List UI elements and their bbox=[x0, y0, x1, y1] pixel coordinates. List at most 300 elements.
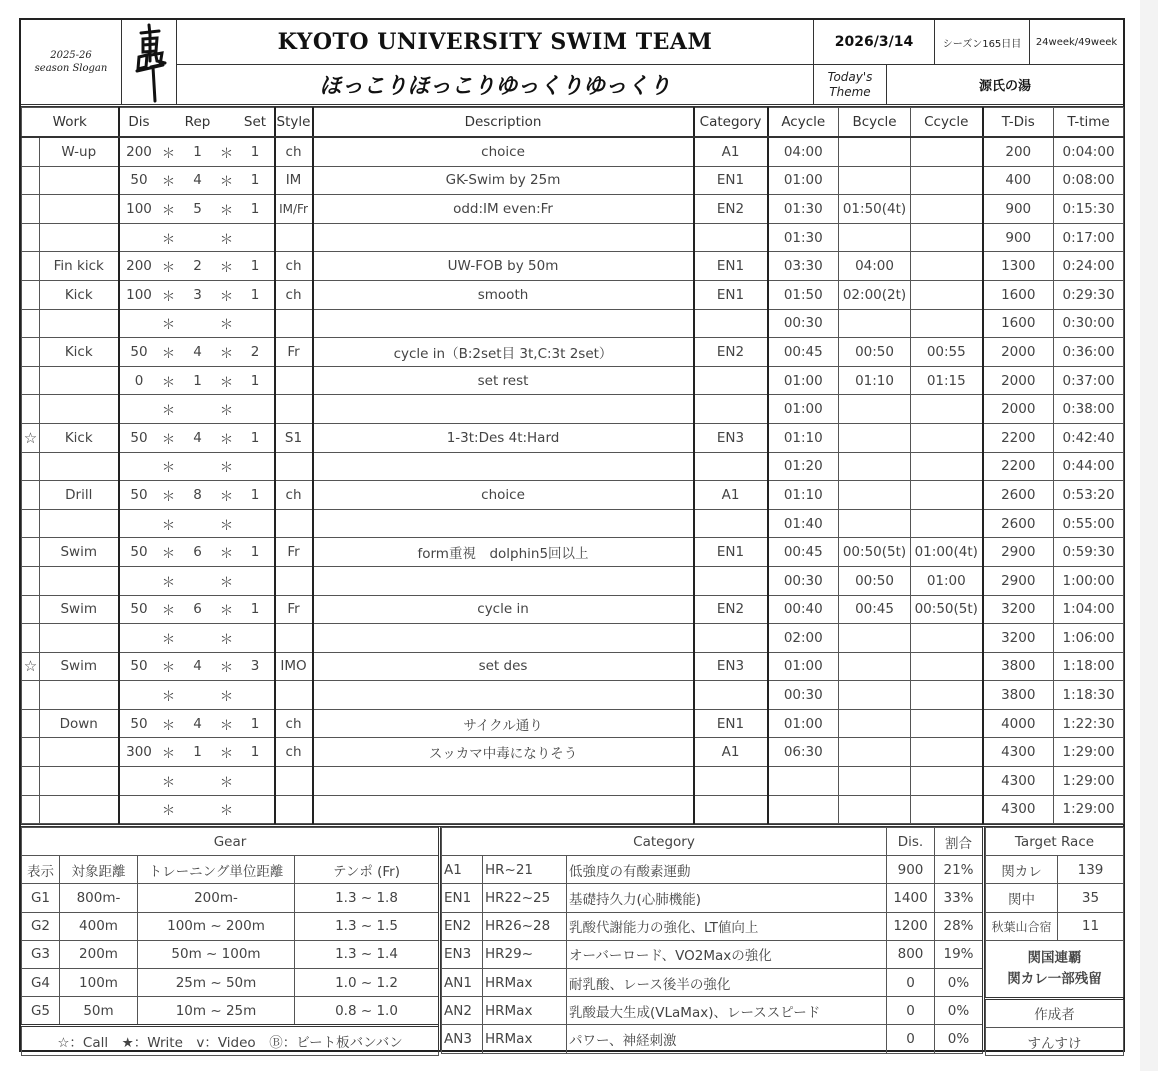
total-distance: 2000 bbox=[983, 366, 1054, 395]
total-distance: 2900 bbox=[983, 538, 1054, 567]
total-time: 0:59:30 bbox=[1054, 538, 1124, 567]
sheet-header bbox=[21, 20, 1123, 107]
workout-row bbox=[22, 566, 1124, 595]
col-ttime: T-time bbox=[1054, 108, 1124, 138]
repetitions bbox=[179, 795, 217, 824]
category-row bbox=[442, 856, 983, 884]
col-tdis: T-Dis bbox=[983, 108, 1054, 138]
category bbox=[694, 509, 768, 538]
description: odd:IM even:Fr bbox=[313, 195, 694, 224]
c-cycle bbox=[911, 795, 983, 824]
multiply-sign: ＊ bbox=[217, 795, 237, 824]
c-cycle bbox=[911, 223, 983, 252]
stroke-style bbox=[275, 509, 313, 538]
a-cycle: 00:30 bbox=[768, 309, 839, 338]
multiply-sign: ＊ bbox=[159, 166, 179, 195]
total-distance: 3800 bbox=[983, 681, 1054, 710]
distance bbox=[119, 566, 159, 595]
work-type: Fin kick bbox=[40, 252, 119, 281]
c-cycle bbox=[911, 481, 983, 510]
total-distance: 3800 bbox=[983, 652, 1054, 681]
category: EN2 bbox=[694, 338, 768, 367]
sets: 1 bbox=[237, 709, 275, 738]
row-mark-star-icon bbox=[22, 195, 40, 224]
col-style: Style bbox=[275, 108, 313, 138]
calligraphy-logo bbox=[121, 20, 176, 104]
total-time: 1:06:00 bbox=[1054, 624, 1124, 653]
gear-col-display: 表示 bbox=[22, 856, 60, 884]
gear-target-distance: 200m bbox=[60, 940, 138, 968]
multiply-sign: ＊ bbox=[217, 195, 237, 224]
sets: 1 bbox=[237, 481, 275, 510]
work-type bbox=[40, 566, 119, 595]
multiply-sign: ＊ bbox=[217, 309, 237, 338]
work-type: Kick bbox=[40, 280, 119, 309]
category-row bbox=[442, 968, 983, 996]
workout-row bbox=[22, 681, 1124, 710]
sets bbox=[237, 223, 275, 252]
total-distance: 900 bbox=[983, 195, 1054, 224]
description bbox=[313, 309, 694, 338]
b-cycle bbox=[839, 166, 911, 195]
stroke-style: ch bbox=[275, 280, 313, 309]
multiply-sign: ＊ bbox=[217, 423, 237, 452]
row-mark-star-icon: ☆ bbox=[22, 652, 40, 681]
sets: 1 bbox=[237, 280, 275, 309]
c-cycle bbox=[911, 624, 983, 653]
stroke-style: S1 bbox=[275, 423, 313, 452]
c-cycle bbox=[911, 509, 983, 538]
season-week: 24week/49week bbox=[1029, 20, 1123, 64]
b-cycle bbox=[839, 137, 911, 166]
todays-theme: 源氏の湯 bbox=[886, 64, 1123, 104]
total-time: 0:08:00 bbox=[1054, 166, 1124, 195]
total-time: 0:36:00 bbox=[1054, 338, 1124, 367]
motto-line2: 関カレ一部残留 bbox=[1007, 970, 1102, 987]
multiply-sign: ＊ bbox=[217, 767, 237, 796]
category-description: 耐乳酸、レース後半の強化 bbox=[567, 968, 887, 996]
category: EN1 bbox=[694, 280, 768, 309]
description bbox=[313, 395, 694, 424]
category-distance: 1200 bbox=[887, 912, 935, 940]
a-cycle: 00:45 bbox=[768, 338, 839, 367]
season-slogan-label: season Slogan bbox=[34, 63, 108, 74]
description bbox=[313, 767, 694, 796]
multiply-sign: ＊ bbox=[159, 338, 179, 367]
gear-row bbox=[22, 940, 439, 968]
distance: 50 bbox=[119, 538, 159, 567]
sets: 1 bbox=[237, 166, 275, 195]
total-time: 1:18:00 bbox=[1054, 652, 1124, 681]
a-cycle: 01:40 bbox=[768, 509, 839, 538]
category-code: EN3 bbox=[442, 940, 483, 968]
distance: 0 bbox=[119, 366, 159, 395]
multiply-sign: ＊ bbox=[159, 681, 179, 710]
distance: 50 bbox=[119, 423, 159, 452]
c-cycle bbox=[911, 280, 983, 309]
workout-row bbox=[22, 338, 1124, 367]
col-category: Category bbox=[694, 108, 768, 138]
workout-row bbox=[22, 309, 1124, 338]
total-time: 1:22:30 bbox=[1054, 709, 1124, 738]
workout-row bbox=[22, 709, 1124, 738]
sets: 1 bbox=[237, 595, 275, 624]
work-type bbox=[40, 452, 119, 481]
row-mark-star-icon bbox=[22, 395, 40, 424]
workout-row bbox=[22, 166, 1124, 195]
workout-header-row bbox=[22, 108, 1124, 138]
sets bbox=[237, 681, 275, 710]
sets bbox=[237, 767, 275, 796]
category-ratio: 21% bbox=[935, 856, 983, 884]
total-time: 0:37:00 bbox=[1054, 366, 1124, 395]
stroke-style bbox=[275, 452, 313, 481]
multiply-sign: ＊ bbox=[159, 652, 179, 681]
repetitions: 4 bbox=[179, 709, 217, 738]
total-distance: 2900 bbox=[983, 566, 1054, 595]
description: UW-FOB by 50m bbox=[313, 252, 694, 281]
sets: 1 bbox=[237, 366, 275, 395]
total-distance: 3200 bbox=[983, 595, 1054, 624]
gear-row bbox=[22, 997, 439, 1026]
b-cycle: 01:50(4t) bbox=[839, 195, 911, 224]
total-time: 1:29:00 bbox=[1054, 738, 1124, 767]
total-time: 1:29:00 bbox=[1054, 795, 1124, 824]
distance: 50 bbox=[119, 338, 159, 367]
total-distance: 4300 bbox=[983, 767, 1054, 796]
multiply-sign: ＊ bbox=[159, 566, 179, 595]
category: EN2 bbox=[694, 195, 768, 224]
row-mark-star-icon bbox=[22, 137, 40, 166]
category-ratio: 33% bbox=[935, 884, 983, 912]
heart-rate-zone: HRMax bbox=[483, 968, 567, 996]
multiply-sign: ＊ bbox=[217, 366, 237, 395]
a-cycle: 00:30 bbox=[768, 566, 839, 595]
total-time: 1:00:00 bbox=[1054, 566, 1124, 595]
stroke-style bbox=[275, 309, 313, 338]
sets bbox=[237, 795, 275, 824]
c-cycle bbox=[911, 681, 983, 710]
workout-row bbox=[22, 223, 1124, 252]
b-cycle bbox=[839, 395, 911, 424]
repetitions bbox=[179, 509, 217, 538]
c-cycle bbox=[911, 738, 983, 767]
workout-row bbox=[22, 538, 1124, 567]
description: サイクル通り bbox=[313, 709, 694, 738]
gear-col-unit-distance: トレーニング単位距離 bbox=[138, 856, 295, 884]
c-cycle bbox=[911, 195, 983, 224]
category: A1 bbox=[694, 481, 768, 510]
col-acycle: Acycle bbox=[768, 108, 839, 138]
b-cycle bbox=[839, 795, 911, 824]
description: cycle in（B:2set目 3t,C:3t 2set） bbox=[313, 338, 694, 367]
gear-tempo: 0.8 ~ 1.0 bbox=[295, 997, 439, 1026]
category: A1 bbox=[694, 137, 768, 166]
work-type: Swim bbox=[40, 538, 119, 567]
days-until-race: 11 bbox=[1058, 912, 1124, 940]
sets: 1 bbox=[237, 538, 275, 567]
repetitions: 8 bbox=[179, 481, 217, 510]
multiply-sign: ＊ bbox=[159, 595, 179, 624]
gear-unit-distance: 50m ~ 100m bbox=[138, 940, 295, 968]
b-cycle bbox=[839, 423, 911, 452]
a-cycle bbox=[768, 795, 839, 824]
workout-row bbox=[22, 595, 1124, 624]
author-label: 作成者 bbox=[986, 998, 1124, 1027]
sets bbox=[237, 309, 275, 338]
c-cycle bbox=[911, 767, 983, 796]
work-type: Drill bbox=[40, 481, 119, 510]
row-mark-star-icon bbox=[22, 566, 40, 595]
category-title: Category bbox=[442, 828, 887, 856]
category-distance: 1400 bbox=[887, 884, 935, 912]
row-mark-star-icon bbox=[22, 252, 40, 281]
category-code: A1 bbox=[442, 856, 483, 884]
category-ratio: 0% bbox=[935, 1025, 983, 1053]
category: EN1 bbox=[694, 166, 768, 195]
repetitions: 4 bbox=[179, 338, 217, 367]
category-distance: 0 bbox=[887, 968, 935, 996]
repetitions: 2 bbox=[179, 252, 217, 281]
b-cycle bbox=[839, 309, 911, 338]
workout-row bbox=[22, 137, 1124, 166]
gear-col-tempo: テンポ (Fr) bbox=[295, 856, 439, 884]
author-name: すんすけ bbox=[986, 1027, 1124, 1055]
total-time: 1:04:00 bbox=[1054, 595, 1124, 624]
workout-row bbox=[22, 652, 1124, 681]
gear-target-distance: 800m- bbox=[60, 884, 138, 912]
work-type: Down bbox=[40, 709, 119, 738]
motto-line1: 関国連覇 bbox=[1027, 949, 1082, 966]
total-distance: 4300 bbox=[983, 738, 1054, 767]
multiply-sign: ＊ bbox=[159, 366, 179, 395]
multiply-sign: ＊ bbox=[159, 767, 179, 796]
row-mark-star-icon bbox=[22, 452, 40, 481]
row-mark-star-icon: ☆ bbox=[22, 423, 40, 452]
distance bbox=[119, 223, 159, 252]
col-set: Set bbox=[237, 108, 275, 138]
category-row bbox=[442, 940, 983, 968]
sets: 3 bbox=[237, 652, 275, 681]
b-cycle bbox=[839, 767, 911, 796]
a-cycle: 01:10 bbox=[768, 423, 839, 452]
workout-row bbox=[22, 738, 1124, 767]
category-distance: 900 bbox=[887, 856, 935, 884]
multiply-sign: ＊ bbox=[217, 338, 237, 367]
category-table bbox=[441, 827, 983, 1054]
category bbox=[694, 767, 768, 796]
multiply-sign: ＊ bbox=[217, 481, 237, 510]
multiply-sign: ＊ bbox=[159, 709, 179, 738]
multiply-sign: ＊ bbox=[159, 509, 179, 538]
category-code: AN3 bbox=[442, 1025, 483, 1053]
gear-target-distance: 400m bbox=[60, 912, 138, 940]
total-time: 0:55:00 bbox=[1054, 509, 1124, 538]
distance bbox=[119, 309, 159, 338]
gear-tempo: 1.3 ~ 1.4 bbox=[295, 940, 439, 968]
gear-table bbox=[21, 827, 439, 1056]
gear-row bbox=[22, 884, 439, 912]
days-until-race: 139 bbox=[1058, 856, 1124, 884]
calligraphy-brush-icon bbox=[129, 21, 169, 103]
category-description: 低強度の有酸素運動 bbox=[567, 856, 887, 884]
category bbox=[694, 366, 768, 395]
repetitions: 5 bbox=[179, 195, 217, 224]
season-year: 2025-26 bbox=[50, 50, 92, 61]
col-work: Work bbox=[22, 108, 119, 138]
b-cycle: 04:00 bbox=[839, 252, 911, 281]
total-time: 0:44:00 bbox=[1054, 452, 1124, 481]
b-cycle bbox=[839, 652, 911, 681]
work-type: Kick bbox=[40, 423, 119, 452]
gear-code: G5 bbox=[22, 997, 60, 1026]
distance: 50 bbox=[119, 595, 159, 624]
b-cycle: 00:50 bbox=[839, 566, 911, 595]
c-cycle: 01:00 bbox=[911, 566, 983, 595]
total-distance: 400 bbox=[983, 166, 1054, 195]
theme-label-line2: Theme bbox=[829, 84, 871, 99]
category-ratio: 0% bbox=[935, 968, 983, 996]
category-row bbox=[442, 912, 983, 940]
sets bbox=[237, 395, 275, 424]
sets: 1 bbox=[237, 738, 275, 767]
row-mark-star-icon bbox=[22, 481, 40, 510]
b-cycle bbox=[839, 223, 911, 252]
target-race-row bbox=[986, 912, 1124, 940]
a-cycle: 06:30 bbox=[768, 738, 839, 767]
distance bbox=[119, 624, 159, 653]
category-col-dis: Dis. bbox=[887, 828, 935, 856]
sets: 1 bbox=[237, 423, 275, 452]
gear-title: Gear bbox=[22, 828, 439, 856]
work-type bbox=[40, 624, 119, 653]
sets: 1 bbox=[237, 137, 275, 166]
b-cycle: 00:50(5t) bbox=[839, 538, 911, 567]
category: A1 bbox=[694, 738, 768, 767]
category bbox=[694, 395, 768, 424]
stroke-style bbox=[275, 624, 313, 653]
stroke-style: IMO bbox=[275, 652, 313, 681]
season-day: シーズン165日目 bbox=[934, 20, 1029, 64]
stroke-style bbox=[275, 566, 313, 595]
total-distance: 2200 bbox=[983, 452, 1054, 481]
row-mark-star-icon bbox=[22, 280, 40, 309]
repetitions: 4 bbox=[179, 166, 217, 195]
col-bcycle: Bcycle bbox=[839, 108, 911, 138]
gear-unit-distance: 100m ~ 200m bbox=[138, 912, 295, 940]
multiply-sign: ＊ bbox=[217, 738, 237, 767]
repetitions: 3 bbox=[179, 280, 217, 309]
repetitions: 1 bbox=[179, 366, 217, 395]
multiply-sign: ＊ bbox=[159, 423, 179, 452]
b-cycle: 01:10 bbox=[839, 366, 911, 395]
workout-row bbox=[22, 624, 1124, 653]
col-rep: Rep bbox=[159, 108, 237, 138]
stroke-style: Fr bbox=[275, 538, 313, 567]
work-type: Kick bbox=[40, 338, 119, 367]
b-cycle: 00:50 bbox=[839, 338, 911, 367]
work-type bbox=[40, 195, 119, 224]
description bbox=[313, 223, 694, 252]
multiply-sign: ＊ bbox=[217, 709, 237, 738]
multiply-sign: ＊ bbox=[159, 624, 179, 653]
row-mark-star-icon bbox=[22, 166, 40, 195]
gear-code: G3 bbox=[22, 940, 60, 968]
category-description: パワー、神経刺激 bbox=[567, 1025, 887, 1053]
a-cycle: 01:30 bbox=[768, 223, 839, 252]
category-row bbox=[442, 997, 983, 1025]
total-time: 0:24:00 bbox=[1054, 252, 1124, 281]
heart-rate-zone: HR29~ bbox=[483, 940, 567, 968]
stroke-style bbox=[275, 795, 313, 824]
description: GK-Swim by 25m bbox=[313, 166, 694, 195]
target-race-row bbox=[986, 884, 1124, 912]
c-cycle: 01:15 bbox=[911, 366, 983, 395]
total-time: 0:30:00 bbox=[1054, 309, 1124, 338]
c-cycle: 01:00(4t) bbox=[911, 538, 983, 567]
multiply-sign: ＊ bbox=[159, 280, 179, 309]
description: set des bbox=[313, 652, 694, 681]
stroke-style: ch bbox=[275, 137, 313, 166]
a-cycle: 00:45 bbox=[768, 538, 839, 567]
slogan-label bbox=[21, 20, 121, 104]
total-distance: 200 bbox=[983, 137, 1054, 166]
category bbox=[694, 566, 768, 595]
description: form重視 dolphin5回以上 bbox=[313, 538, 694, 567]
description: smooth bbox=[313, 280, 694, 309]
stroke-style bbox=[275, 223, 313, 252]
total-distance: 3200 bbox=[983, 624, 1054, 653]
multiply-sign: ＊ bbox=[217, 538, 237, 567]
distance: 100 bbox=[119, 195, 159, 224]
b-cycle bbox=[839, 481, 911, 510]
workout-row bbox=[22, 481, 1124, 510]
workout-row bbox=[22, 509, 1124, 538]
category-code: EN1 bbox=[442, 884, 483, 912]
gear-tempo: 1.3 ~ 1.5 bbox=[295, 912, 439, 940]
description bbox=[313, 452, 694, 481]
description: set rest bbox=[313, 366, 694, 395]
repetitions bbox=[179, 395, 217, 424]
repetitions: 1 bbox=[179, 137, 217, 166]
stroke-style: ch bbox=[275, 481, 313, 510]
total-distance: 900 bbox=[983, 223, 1054, 252]
distance bbox=[119, 395, 159, 424]
multiply-sign: ＊ bbox=[217, 595, 237, 624]
total-distance: 2200 bbox=[983, 423, 1054, 452]
description: choice bbox=[313, 137, 694, 166]
repetitions: 1 bbox=[179, 738, 217, 767]
c-cycle bbox=[911, 423, 983, 452]
multiply-sign: ＊ bbox=[159, 309, 179, 338]
distance: 200 bbox=[119, 252, 159, 281]
workout-row bbox=[22, 395, 1124, 424]
multiply-sign: ＊ bbox=[217, 652, 237, 681]
a-cycle: 00:30 bbox=[768, 681, 839, 710]
multiply-sign: ＊ bbox=[217, 137, 237, 166]
distance: 50 bbox=[119, 481, 159, 510]
total-time: 0:15:30 bbox=[1054, 195, 1124, 224]
total-distance: 2600 bbox=[983, 481, 1054, 510]
season-slogan: ほっこりほっこりゆっくりゆっくり bbox=[176, 64, 813, 104]
c-cycle bbox=[911, 137, 983, 166]
c-cycle: 00:55 bbox=[911, 338, 983, 367]
work-type: Swim bbox=[40, 652, 119, 681]
description: cycle in bbox=[313, 595, 694, 624]
repetitions bbox=[179, 452, 217, 481]
a-cycle: 03:30 bbox=[768, 252, 839, 281]
workout-row bbox=[22, 366, 1124, 395]
